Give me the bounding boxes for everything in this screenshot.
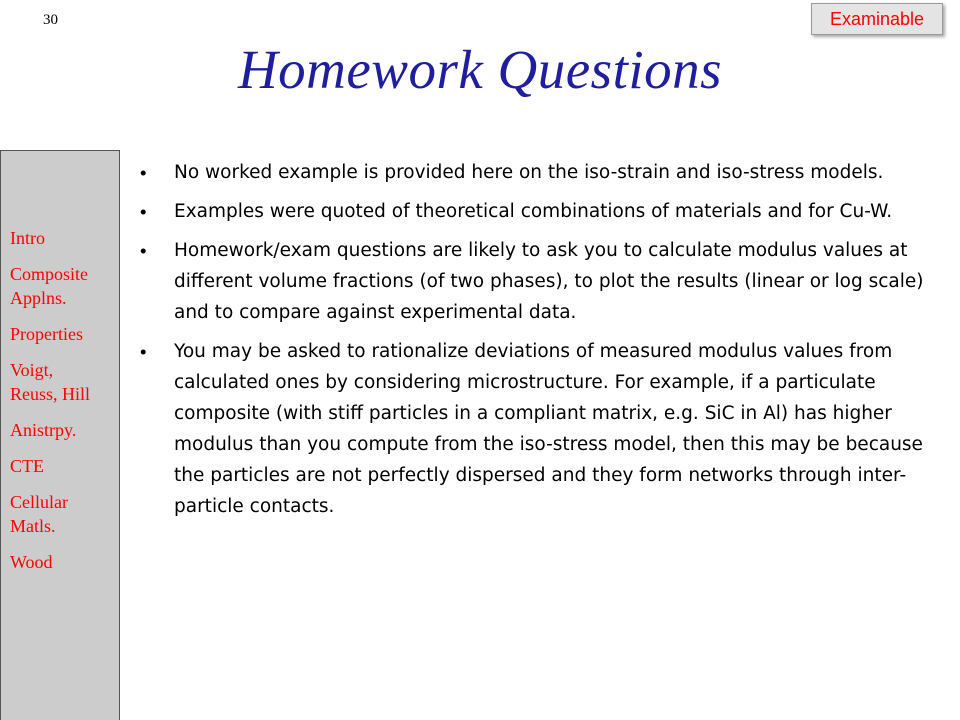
sidebar-item-properties[interactable]: Properties [10,324,83,344]
slide-body [140,157,940,530]
bullet-text: No worked example is provided here on the iso-strain and iso-stress models. [174,162,884,183]
sidebar-item-anistrpy[interactable]: Anistrpy. [10,420,77,440]
bullet-item [140,196,940,227]
bullet-text: Homework/exam questions are likely to ask you to calculate modulus values at different volume fractions (of two phases), to plot the results (linear or log scale) and to compare against experimental data. [174,240,924,323]
bullet-dot-icon: • [140,240,147,261]
sidebar-item-cellular-matls[interactable]: Cellular Matls. [10,492,68,536]
sidebar-nav [0,150,120,720]
bullet-dot-icon: • [140,162,147,183]
bullet-item [140,336,940,522]
bullet-text: You may be asked to rationalize deviations of measured modulus values from calculated ones by considering microstructure. For example, if a particulate composite (with stiff particles in a compliant matrix, e.g. SiC in Al) has higher modulus than you compute from the iso-stress model, then this may be because the particles are not perfectly dispersed and they form networks through inter-particle contacts. [174,341,923,517]
sidebar-item-voigt-reuss-hill[interactable]: Voigt, Reuss, Hill [10,360,91,404]
bullet-dot-icon: • [140,341,147,362]
bullet-list [140,157,940,522]
sidebar-item-composite-applns[interactable]: Composite Applns. [10,264,89,308]
slide-number: 30 [43,12,58,28]
sidebar-item-wood[interactable]: Wood [10,552,53,572]
sidebar-item-intro[interactable]: Intro [10,228,45,248]
sidebar-item-cte[interactable]: CTE [10,456,44,476]
bullet-text: Examples were quoted of theoretical combinations of materials and for Cu-W. [174,201,893,222]
bullet-dot-icon: • [140,201,147,222]
slide-title: Homework Questions [237,39,723,100]
bullet-item [140,235,940,328]
examinable-badge: Examinable [811,3,943,35]
bullet-item [140,157,940,188]
